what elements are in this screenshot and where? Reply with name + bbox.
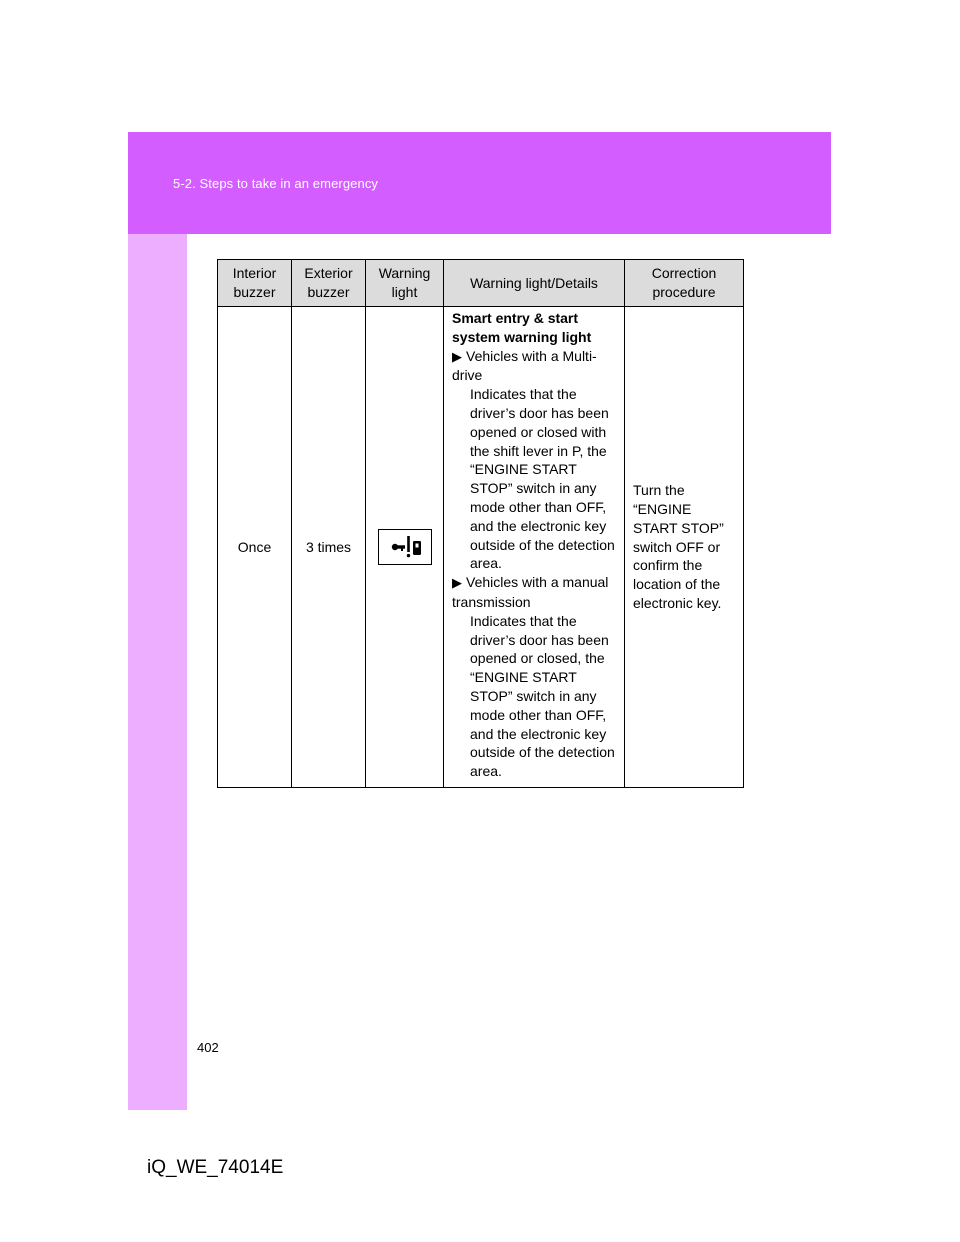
col-exterior-buzzer: Exterior buzzer xyxy=(292,260,366,307)
document-code: iQ_WE_74014E xyxy=(147,1157,284,1178)
col-interior-buzzer: Interior buzzer xyxy=(218,260,292,307)
bullet-1-text: Indicates that the driver’s door has been opened or closed with the shift lever in P, the “ENGINE START STOP” switch in any mode other than OFF, and the electronic key outside of the detection area. xyxy=(470,386,615,572)
details-cell xyxy=(444,307,625,788)
interior-buzzer-cell: Once xyxy=(218,307,292,788)
bullet-1-heading: Vehicles with a Multi-drive xyxy=(452,347,597,384)
key-icon xyxy=(379,530,431,564)
triangle-bullet-icon: ▶ xyxy=(452,348,462,364)
side-band xyxy=(128,234,187,1110)
warning-table xyxy=(217,259,744,788)
section-title: 5-2. Steps to take in an emergency xyxy=(173,176,379,191)
page-number: 402 xyxy=(197,1040,219,1055)
exterior-buzzer-cell: 3 times xyxy=(292,307,366,788)
col-warning-light-details: Warning light/Details xyxy=(444,260,625,307)
warning-light-cell xyxy=(366,307,444,788)
bullet-2-text: Indicates that the driver’s door has been opened or closed, the “ENGINE START STOP” switch in any mode other than OFF, and the electronic key outside of the detection area. xyxy=(470,612,615,780)
bullet-2 xyxy=(452,573,618,612)
table-header-row xyxy=(218,260,744,307)
bullet-2-heading: Vehicles with a manual transmission xyxy=(452,574,609,610)
col-correction-procedure: Correction procedure xyxy=(625,260,744,307)
details-title: Smart entry & start system warning light xyxy=(452,310,592,345)
table-row xyxy=(218,307,744,788)
triangle-bullet-icon: ▶ xyxy=(452,575,462,591)
col-warning-light: Warning light xyxy=(366,260,444,307)
correction-cell: Turn the “ENGINE START STOP” switch OFF or confirm the location of the electronic key. xyxy=(625,307,744,788)
smart-key-system-warning-icon xyxy=(378,529,432,565)
bullet-1 xyxy=(452,347,618,386)
